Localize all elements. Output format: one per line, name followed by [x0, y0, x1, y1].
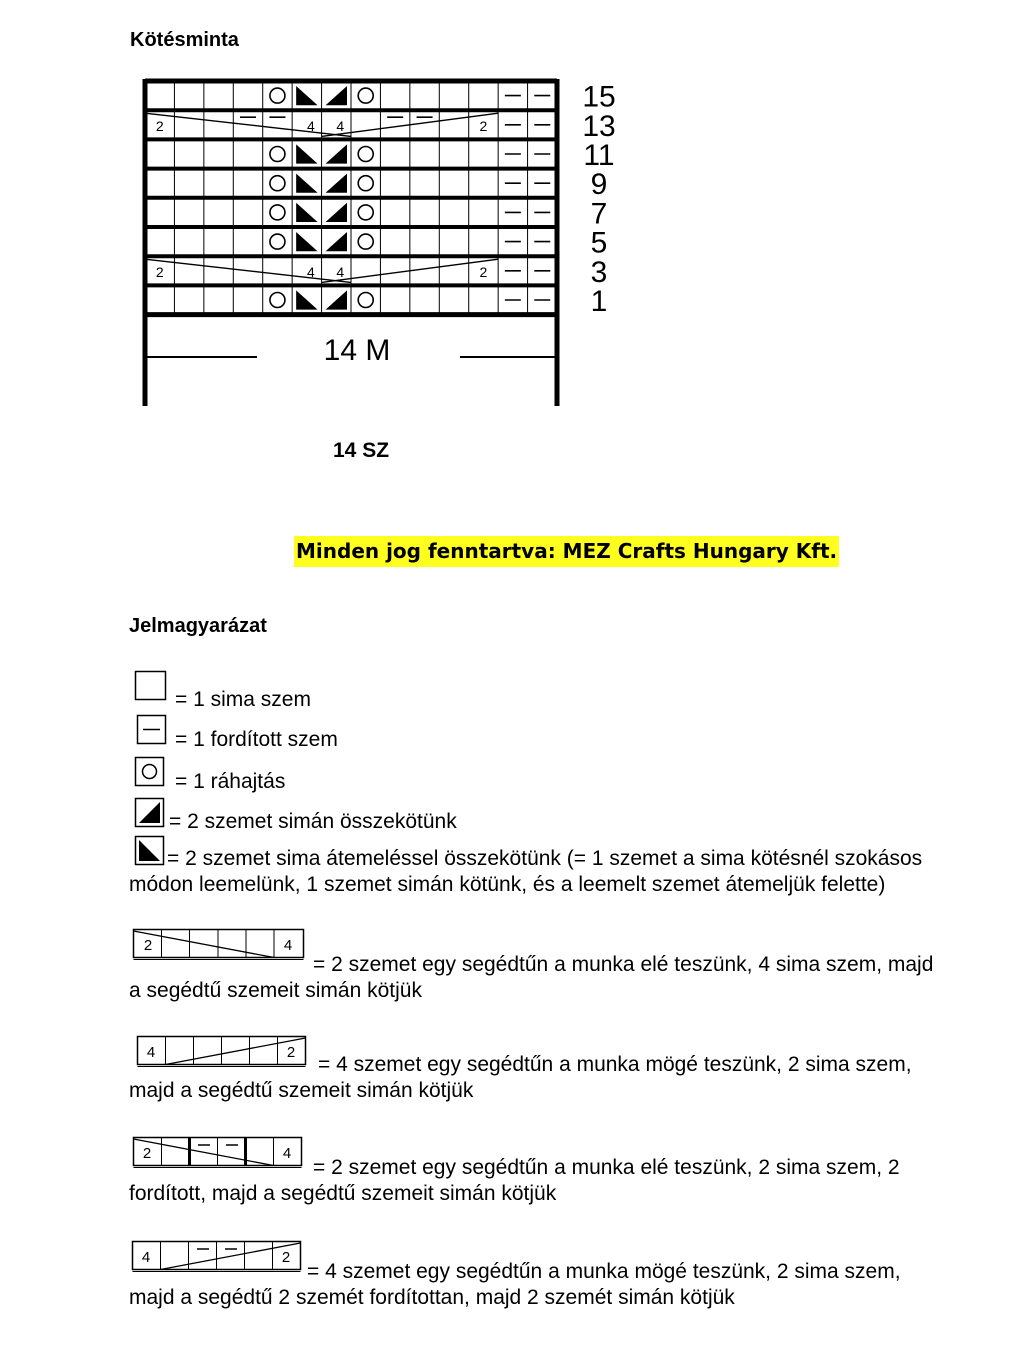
row-numbers — [582, 81, 615, 318]
row-number: 3 — [590, 255, 608, 289]
cable-1-left-number: 2 — [143, 937, 153, 954]
cable-4-back-2-icon — [136, 1035, 308, 1069]
legend-k2tog: = 2 szemet simán összekötünk — [169, 810, 457, 833]
cable-2-front-2-purl-icon — [132, 1136, 304, 1170]
legend-knit: = 1 sima szem — [175, 688, 311, 711]
cable-center-number: 4 — [306, 117, 315, 134]
cable-center-number: 4 — [336, 117, 345, 134]
row-number: 13 — [582, 109, 616, 143]
legend-cable-4-cont: majd a segédtű 2 szemét fordítottan, majd 2 szemét simán kötjük — [129, 1286, 735, 1309]
cable-left-number: 2 — [155, 117, 164, 134]
legend-cable-4: = 4 szemet egy segédtűn a munka mögé teszünk, 2 sima szem, — [307, 1260, 901, 1283]
legend-cable-2: = 4 szemet egy segédtűn a munka mögé teszünk, 2 sima szem, — [318, 1053, 912, 1076]
yarn-over-icon — [134, 756, 166, 788]
row-number: 11 — [583, 139, 615, 172]
knit-symbol-icon — [134, 670, 168, 702]
row-number: 5 — [590, 226, 608, 260]
skp-icon — [134, 835, 166, 867]
legend-cable-1-cont: a segédtű szemeit simán kötjük — [129, 979, 422, 1002]
cable-center-number: 4 — [306, 263, 315, 280]
chart-title: Kötésminta — [130, 29, 239, 51]
knitting-chart — [0, 0, 1018, 470]
cable-1-right-number: 4 — [283, 937, 293, 954]
legend-cable-3: = 2 szemet egy segédtűn a munka elé teszünk, 2 sima szem, 2 — [313, 1156, 900, 1179]
legend-cable-1: = 2 szemet egy segédtűn a munka elé teszünk, 4 sima szem, majd — [313, 953, 934, 976]
cable-right-number: 2 — [479, 117, 488, 134]
row-number: 7 — [590, 197, 608, 231]
legend-cable-2-cont: majd a segédtű szemeit simán kötjük — [129, 1079, 474, 1102]
legend-skp-cont: módon leemelünk, 1 szemet simán kötünk, és a leemelt szemet átemeljük felette) — [129, 873, 886, 896]
legend-yarn-over: = 1 ráhajtás — [175, 770, 286, 793]
cable-2-left-number: 4 — [146, 1044, 156, 1061]
cable-4-left-number: 4 — [141, 1249, 151, 1266]
copyright-notice: Minden jog fenntartva: MEZ Crafts Hungary Kft. — [294, 536, 839, 567]
k2tog-icon — [134, 797, 166, 829]
row-number: 9 — [590, 168, 608, 202]
cable-left-number: 2 — [155, 263, 164, 280]
legend-purl: = 1 fordított szem — [175, 728, 338, 751]
cable-center-number: 4 — [336, 263, 345, 280]
cable-4-right-number: 2 — [281, 1249, 291, 1266]
width-label: 14 M — [323, 334, 391, 367]
legend-title: Jelmagyarázat — [129, 615, 267, 637]
cable-right-number: 2 — [479, 263, 488, 280]
legend-cable-3-cont: fordított, majd a segédtű szemeit simán kötjük — [129, 1182, 557, 1205]
cable-3-left-number: 2 — [142, 1145, 152, 1162]
row-number: 1 — [590, 285, 608, 318]
row-number: 15 — [582, 80, 616, 114]
purl-symbol-icon — [136, 714, 168, 746]
cable-2-right-number: 2 — [286, 1044, 296, 1061]
cable-3-right-number: 4 — [282, 1145, 292, 1162]
repeat-label: 14 SZ — [333, 439, 390, 462]
cable-4-back-2-purl-icon — [131, 1240, 303, 1274]
cable-2-front-4-icon — [132, 928, 306, 962]
legend-skp: = 2 szemet sima átemeléssel összekötünk (= 1 szemet a sima kötésnél szokásos — [167, 847, 923, 870]
